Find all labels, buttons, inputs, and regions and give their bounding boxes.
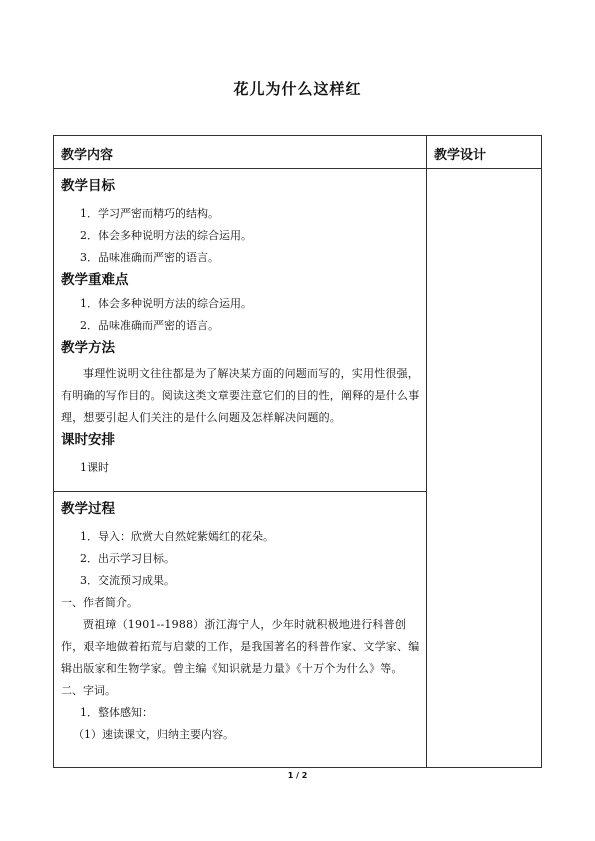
- lesson-table: [53, 135, 542, 768]
- author-heading: 一、作者简介。: [61, 596, 138, 609]
- objective-item: 2．体会多种说明方法的综合运用。: [80, 229, 252, 242]
- process-heading: 教学过程: [61, 501, 115, 517]
- process-step: 2．出示学习目标。: [80, 552, 175, 565]
- author-text: 贾祖璋（1901--1988）浙江海宁人，少年时就积极地进行科普创作，艰辛地做着拓荒与启蒙的工作，是我国著名的科普作家、文学家、编辑出版家和生物学家。曾主编《知识就是力量》《十万个为什么》等。: [61, 618, 420, 675]
- key-point-item: 2．品味准确而严密的语言。: [80, 319, 219, 332]
- document-title: 花儿为什么这样红: [233, 80, 362, 98]
- schedule-heading: 课时安排: [61, 432, 115, 448]
- method-heading: 教学方法: [61, 340, 115, 356]
- page-number: 1 / 2: [287, 771, 308, 780]
- key-point-item: 1．体会多种说明方法的综合运用。: [80, 297, 252, 310]
- process-step: 3．交流预习成果。: [80, 574, 175, 587]
- section-divider: [54, 491, 426, 492]
- col-header-content: 教学内容: [61, 148, 114, 163]
- overall-perception: 1．整体感知：: [80, 706, 153, 719]
- objective-item: 3．品味准确而严密的语言。: [80, 251, 219, 264]
- sub-task: （1）速读课文，归纳主要内容。: [73, 728, 234, 741]
- col-header-design: 教学设计: [434, 148, 487, 163]
- lesson-plan-section: [61, 175, 421, 479]
- objective-item: 1．学习严密而精巧的结构。: [80, 207, 219, 220]
- process-step: 1．导入：欣赏大自然姹紫嫣红的花朵。: [80, 530, 274, 543]
- key-points-heading: 教学重难点: [61, 272, 129, 288]
- process-section: [61, 498, 421, 746]
- method-text: 事理性说明文往往都是为了解决某方面的问题而写的，实用性很强，有明确的写作目的。阅读这类文章要注意它们的目的性，阐释的是什么事理，想要引起人们关注的是什么问题及怎样解决问题的。: [61, 367, 420, 424]
- column-divider: [426, 136, 427, 767]
- objectives-heading: 教学目标: [61, 178, 115, 194]
- header-divider: [54, 168, 541, 169]
- schedule-text: 1课时: [80, 461, 109, 474]
- vocab-heading: 二、字词。: [61, 684, 116, 697]
